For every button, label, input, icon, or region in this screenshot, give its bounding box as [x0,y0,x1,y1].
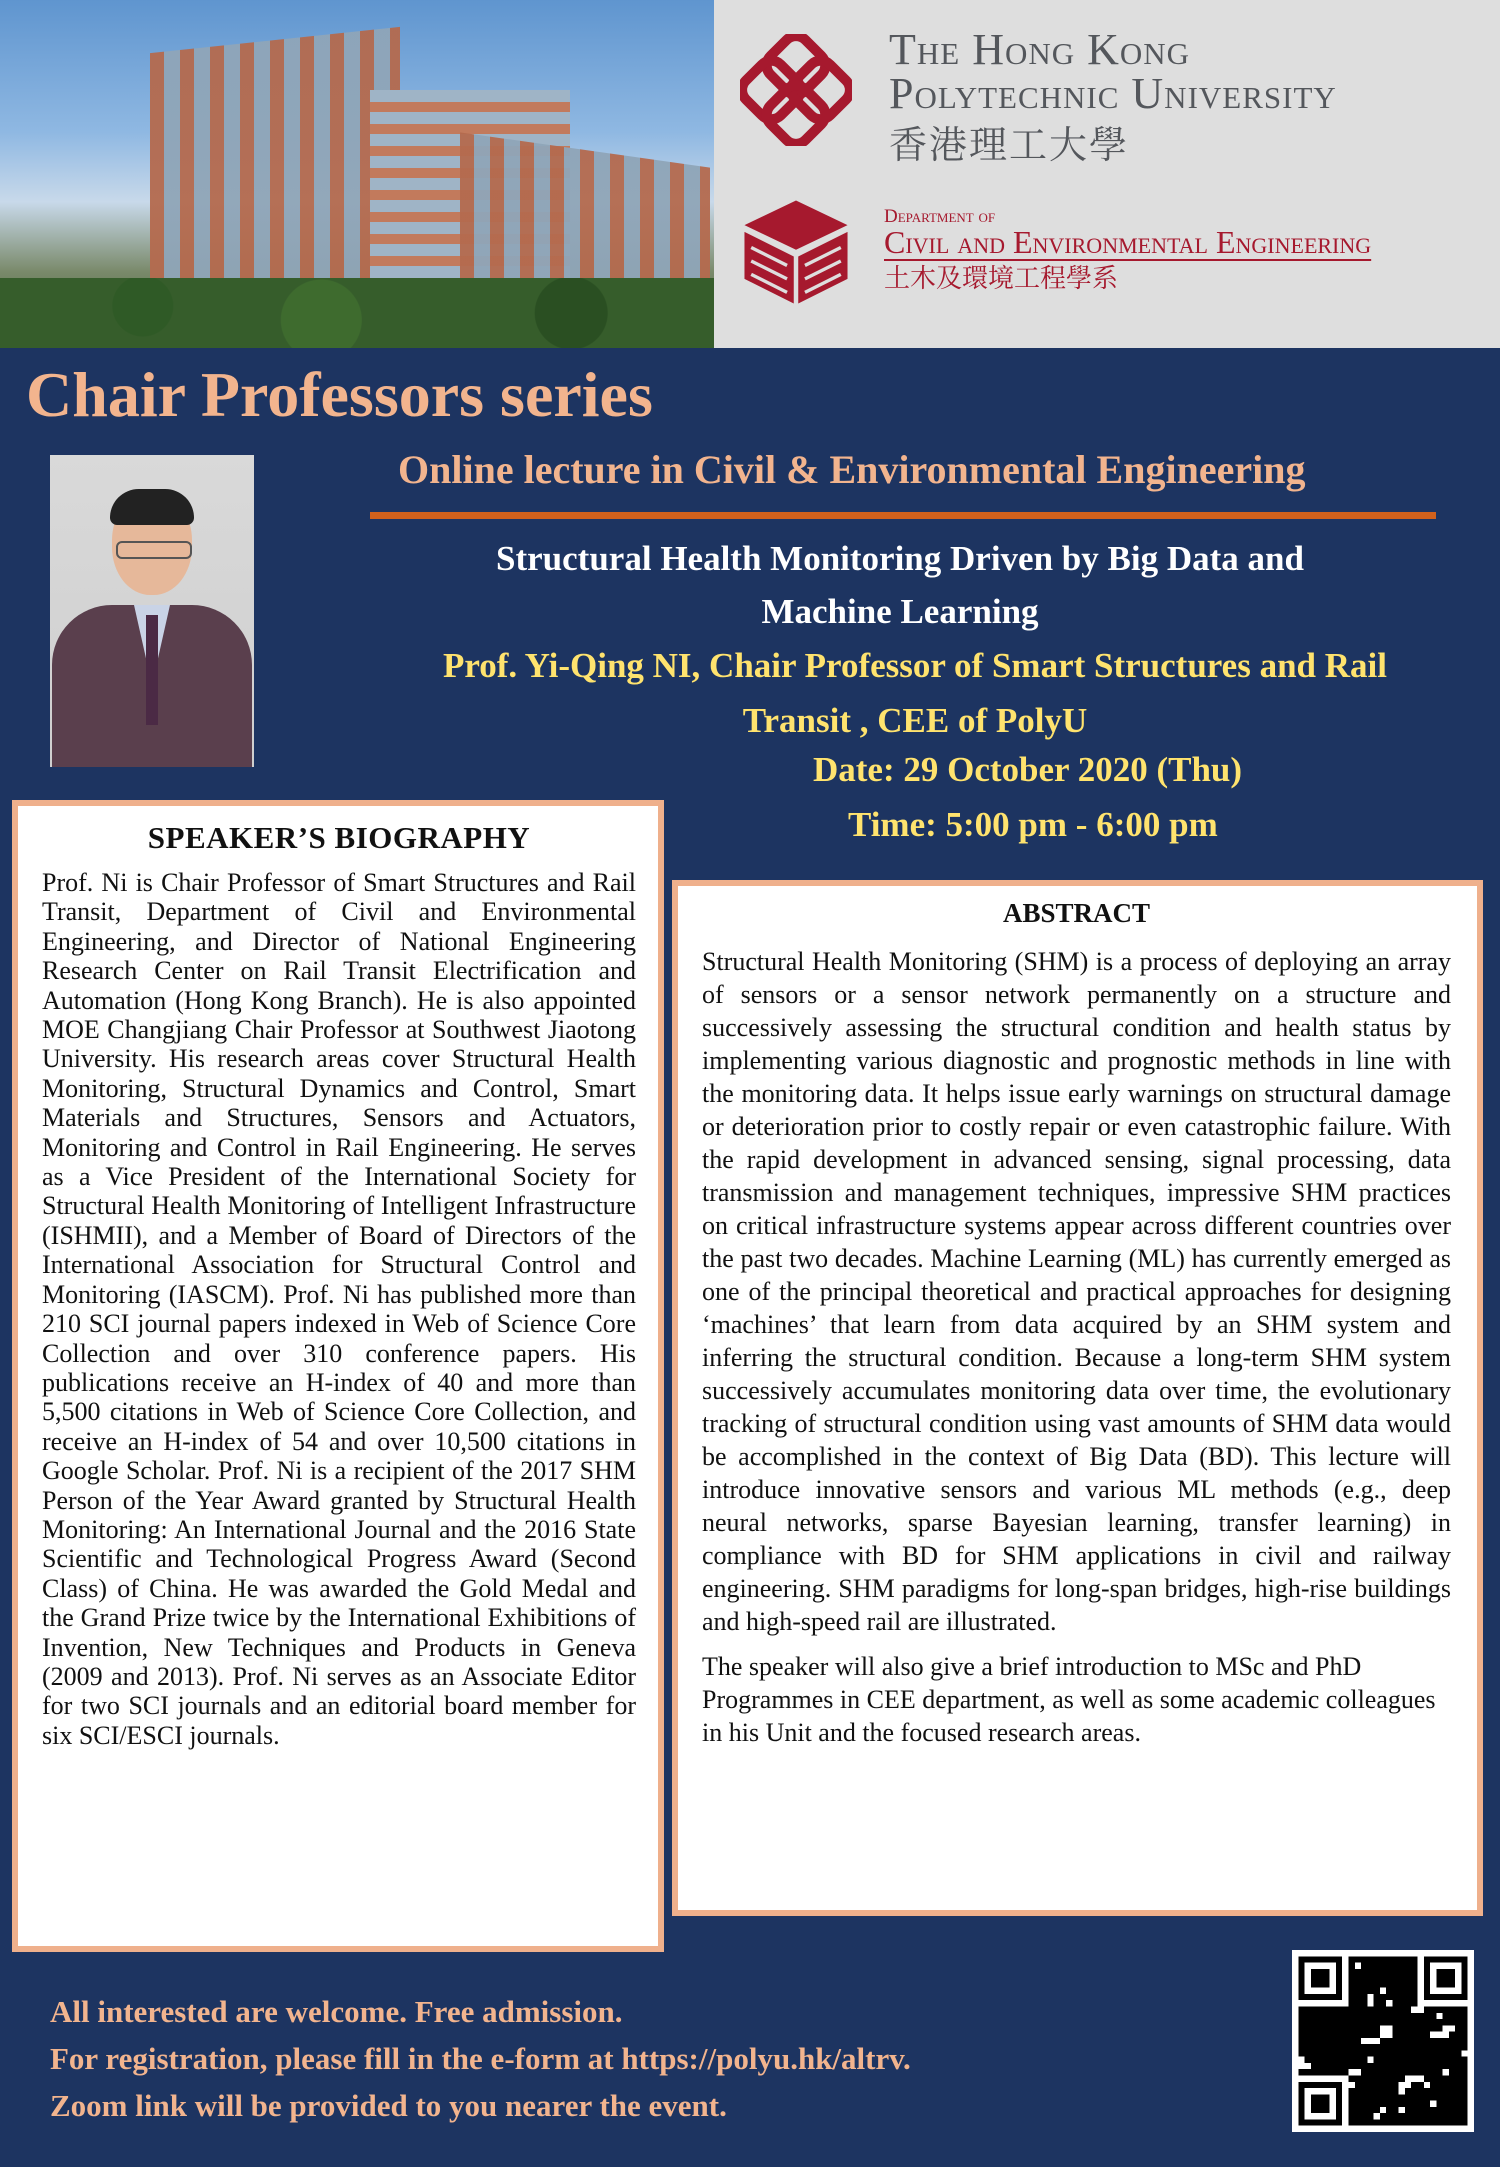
speaker-portrait [50,455,254,767]
zoom-line: Zoom link will be provided to you nearer the event. [50,2088,727,2123]
biography-text: Prof. Ni is Chair Professor of Smart Structures and Rail Transit, Department of Civil and Environmental Engineering, and Director of National Engineering Research Center on Rail Transit Electrification and Automation (Hong Kong Branch). He is also appointed MOE Changjiang Chair Professor at Southwest Jiaotong University. His research areas cover Structural Health Monitoring, Structural Dynamics and Control, Smart Materials and Structures, Sensors and Actuators, Monitoring and Control in Rail Engineering. He serves as a Vice President of the International Society for Structural Health Monitoring of Intelligent Infrastructure (ISHMII), and a Member of Board of Directors of the International Association for Structural Control and Monitoring (IASCM). Prof. Ni has published more than 210 SCI journal papers indexed in Web of Science Core Collection and over 310 conference papers. His publications receive an H-index of 40 and more than 5,500 citations in Web of Science Core Collection, and receive an H-index of 54 and over 10,500 citations in Google Scholar. Prof. Ni is a recipient of the 2017 SHM Person of the Year Award granted by Structural Health Monitoring: An International Journal and the 2016 State Scientific and Technological Progress Award (Second Class) of China. He was awarded the Gold Medal and the Grand Prize twice by the International Exhibitions of Invention, New Techniques and Products in Geneva (2009 and 2013). Prof. Ni serves as an Associate Editor for two SCI journals and an editorial board member for six SCI/ESCI journals. [42,868,636,1750]
campus-photo [0,0,714,348]
university-name: The Hong Kong Polytechnic University [889,25,1337,118]
footer-info [50,1988,911,2129]
biography-panel [12,800,664,1952]
department-prefix: Department of [884,206,996,227]
speaker-name: Prof. Yi-Qing NI, Chair Professor of Smart Structures and Rail Transit , CEE of PolyU [443,646,1387,740]
event-date: Date: 29 October 2020 (Thu) [813,750,1243,789]
biography-heading: SPEAKER’S BIOGRAPHY [147,820,531,855]
talk-title: Structural Health Monitoring Driven by Big Data and Machine Learning [496,539,1304,631]
lecture-subtitle: Online lecture in Civil & Environmental Engineering [398,447,1306,492]
series-title: Chair Professors series [26,359,653,430]
abstract-panel [672,880,1483,1916]
abstract-paragraph: Structural Health Monitoring (SHM) is a process of deploying an array of sensors or a sensor network permanently on a structure and successively assessing the structural condition and health status by implementing various diagnostic and prognostic methods in line with the monitoring data. It helps issue early warnings on structural damage or deterioration prior to costly repair or even catastrophic failure. With the rapid development in advanced sensing, signal processing, data transmission and management techniques, impressive SHM practices on critical infrastructure systems appear across different countries over the past two decades. Machine Learning (ML) has currently emerged as one of the principal theoretical and practical approaches for designing ‘machines’ that learn from data acquired by an SHM system and inferring the structural condition. Because a long-term SHM system successively accumulates monitoring data over time, the evolutionary tracking of structural condition using vast amounts of SHM data would be accomplished in the context of Big Data (BD). This lecture will introduce innovative sensors and various ML methods (e.g., deep neural networks, sparse Bayesian learning, transfer learning) in compliance with BD for SHM applications in civil and railway engineering. SHM paradigms for long-span bridges, high-rise buildings and high-speed rail are illustrated. [702,947,1451,1636]
event-time: Time: 5:00 pm - 6:00 pm [848,805,1218,844]
registration-line[interactable]: For registration, please fill in the e-form at https://polyu.hk/altrv. [50,2041,911,2076]
abstract-paragraph: The speaker will also give a brief introduction to MSc and PhD Programmes in CEE department, as well as some academic colleagues in his Unit and the focused research areas. [702,1652,1436,1747]
department-name: Civil and Environmental Engineering [884,224,1372,260]
abstract-heading: ABSTRACT [1002,898,1151,928]
divider [370,512,1436,519]
university-name-zh: 香港理工大學 [889,123,1130,167]
qr-code-icon[interactable] [1292,1950,1474,2132]
cee-logo-icon [740,196,852,308]
polyu-logo-icon [740,34,852,146]
logo-panel [714,0,1500,348]
welcome-line: All interested are welcome. Free admission. [50,1994,623,2029]
department-name-zh: 土木及環境工程學系 [884,264,1119,294]
